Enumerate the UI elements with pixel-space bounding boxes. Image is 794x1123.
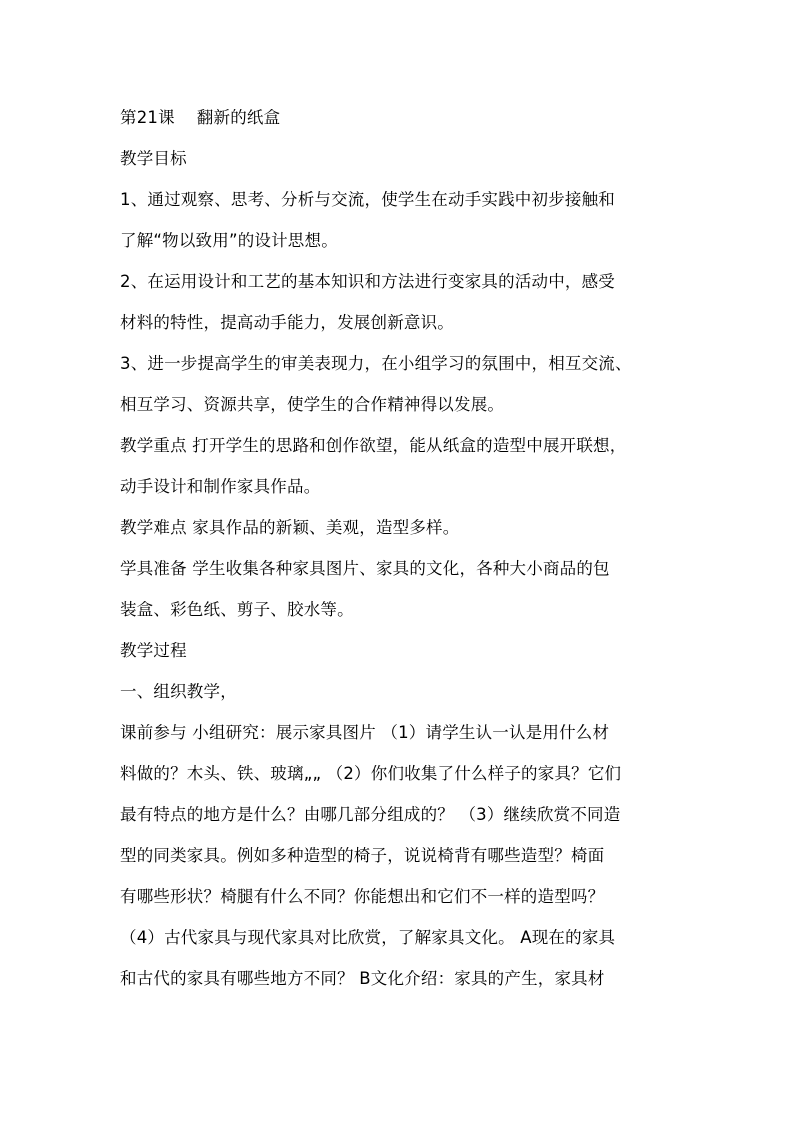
objective-3-line-1: 3、进一步提高学生的审美表现力，在小组学习的氛围中，相互交流、	[120, 354, 632, 373]
difficult-points: 教学难点 家具作品的新颖、美观，造型多样。	[120, 518, 460, 537]
section-heading-process: 教学过程	[120, 641, 187, 660]
process-paragraph-line-5: 有哪些形状？椅腿有什么不同？你能想出和它们不一样的造型吗？	[120, 887, 605, 906]
key-points-line-1: 教学重点 打开学生的思路和创作欲望，能从纸盒的造型中展开联想，	[120, 436, 627, 455]
objective-2-line-1: 2、在运用设计和工艺的基本知识和方法进行变家具的活动中，感受	[120, 272, 615, 291]
key-points-line-2: 动手设计和制作家具作品。	[120, 477, 321, 496]
objective-3-line-2: 相互学习、资源共享，使学生的合作精神得以发展。	[120, 395, 505, 414]
process-paragraph-line-2: 料做的？木头、铁、玻璃„„ （2）你们收集了什么样子的家具？它们	[120, 764, 622, 783]
lesson-heading	[120, 107, 700, 129]
objective-2-line-2: 材料的特性，提高动手能力，发展创新意识。	[120, 313, 454, 332]
materials-line-1: 学具准备 学生收集各种家具图片、家具的文化，各种大小商品的包	[120, 559, 610, 578]
process-paragraph-line-4: 型的同类家具。例如多种造型的椅子，说说椅背有哪些造型？椅面	[120, 846, 605, 865]
process-paragraph-line-3: 最有特点的地方是什么？由哪几部分组成的？ （3）继续欣赏不同造	[120, 805, 621, 824]
objective-1-line-2: 了解“物以致用”的设计思想。	[120, 231, 338, 250]
process-paragraph-line-1: 课前参与 小组研究：展示家具图片 （1）请学生认一认是用什么材	[120, 723, 610, 742]
lesson-title: 翻新的纸盒	[196, 108, 281, 127]
process-paragraph-line-6: （4）古代家具与现代家具对比欣赏，了解家具文化。 A现在的家具	[120, 928, 616, 947]
process-paragraph-line-7: 和古代的家具有哪些地方不同？ B文化介绍：家具的产生，家具材	[120, 969, 605, 988]
section-heading-objectives: 教学目标	[120, 149, 187, 168]
materials-line-2: 装盒、彩色纸、剪子、胶水等。	[120, 600, 354, 619]
process-step-1: 一、组织教学，	[120, 682, 237, 701]
lesson-number: 第21课	[120, 108, 175, 127]
objective-1-line-1: 1、通过观察、思考、分析与交流，使学生在动手实践中初步接触和	[120, 190, 615, 209]
